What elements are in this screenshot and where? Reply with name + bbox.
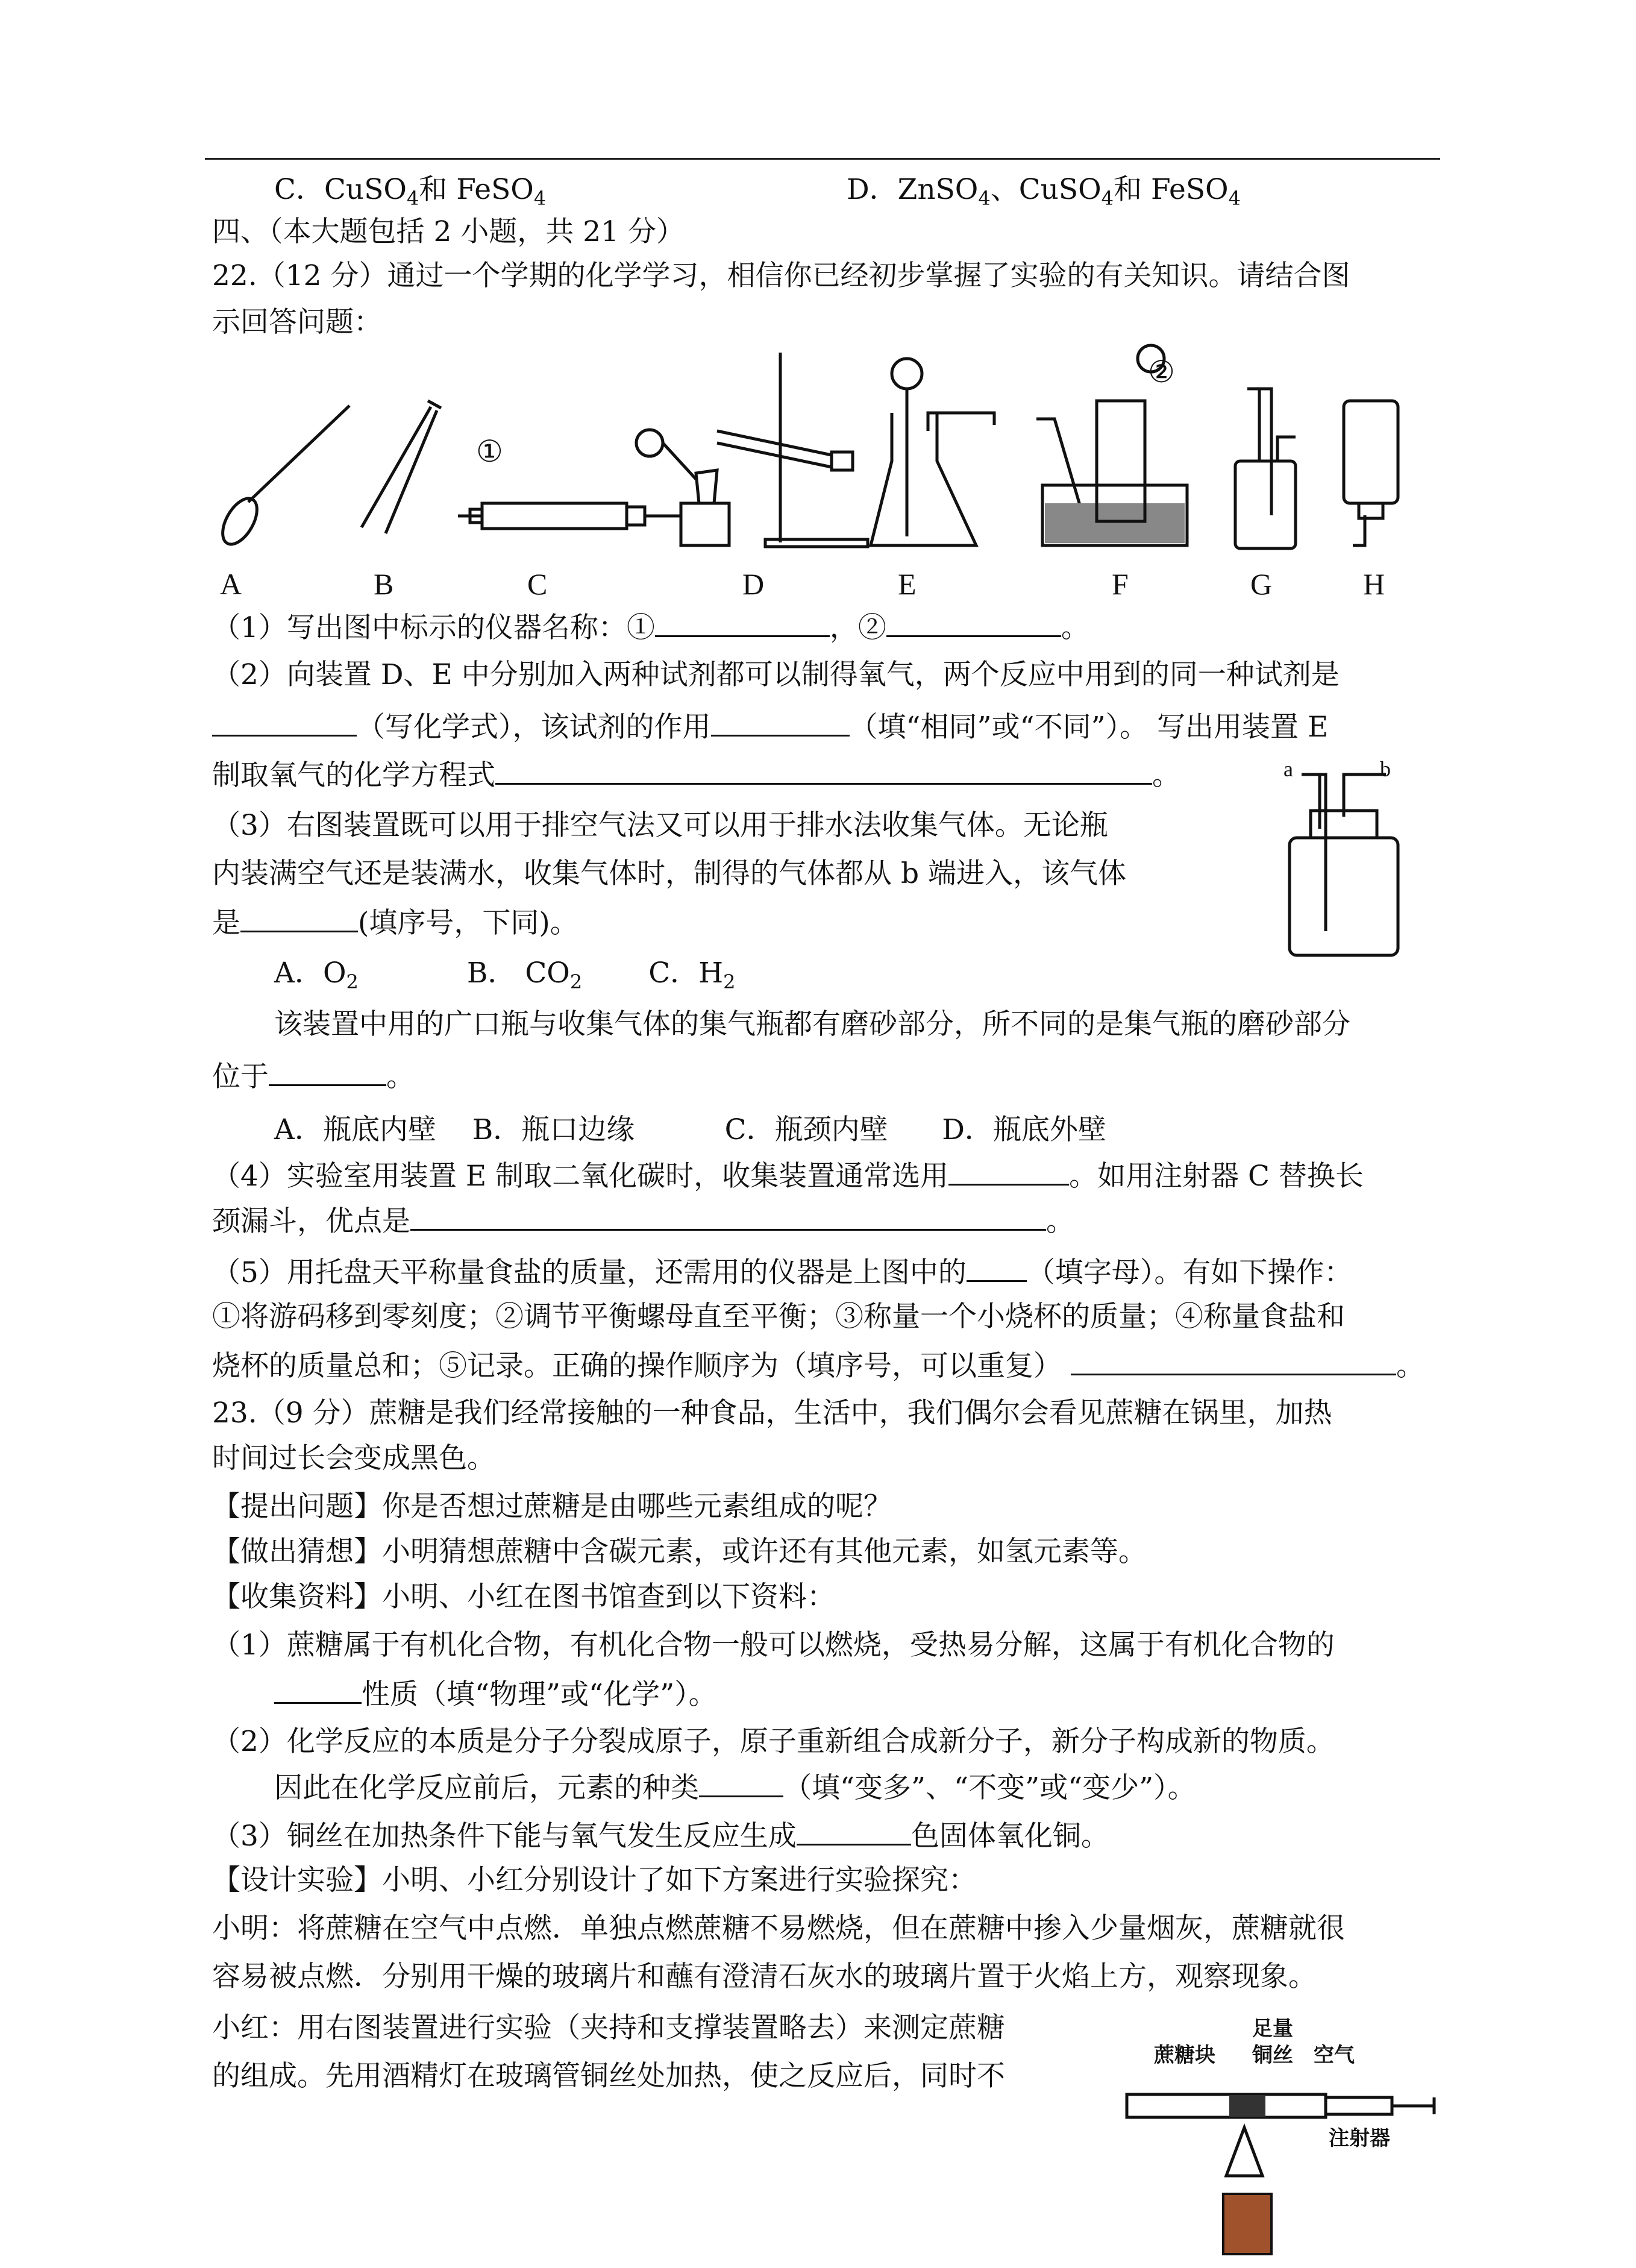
q22-p4-1: （4）实验室用装置 E 制取二氧化碳时，收集装置通常选用 。如用注射器 C 替换长: [212, 1157, 1364, 1195]
label-e: E: [898, 567, 917, 601]
q22-p5-3: 烧杯的质量总和；⑤记录。正确的操作顺序为（填序号，可以重复） 。: [212, 1347, 1424, 1384]
inverted-bottle-icon: [1344, 401, 1398, 545]
q23-ming-2: 容易被点燃．分别用干燥的玻璃片和蘸有澄清石灰水的玻璃片置于火焰上方，观察现象。: [212, 1960, 1317, 1993]
q22-p1: （1）写出图中标示的仪器名称：① ，② 。: [212, 609, 1089, 646]
apparatus-figure: [211, 341, 1428, 558]
heating-setup-icon: [636, 353, 868, 547]
label-g: G: [1250, 567, 1273, 601]
q22-p2-3: 制取氧气的化学方程式 。: [212, 756, 1180, 794]
fig-label-zhetang: 蔗糖块: [1154, 2043, 1215, 2067]
q23-hong-1: 小红：用右图装置进行实验（夹持和支撑装置略去）来测定蔗糖: [212, 2011, 1005, 2044]
marker-2: ②: [1148, 355, 1175, 389]
q23-guess: 【做出猜想】小明猜想蔗糖中含碳元素，或许还有其他元素，如氢元素等。: [212, 1535, 1147, 1568]
q22-p3-1: （3）右图装置既可以用于排空气法又可以用于排水法收集气体。无论瓶: [212, 809, 1108, 842]
q22-p3-options: A．$O_2$ B． $CO_2$ C．$H_2$: [274, 957, 736, 993]
option-c: C．CuSO$_4$和 FeSO$_4$: [274, 173, 547, 210]
q23-c2-1: （2）化学反应的本质是分子分裂成原子，原子重新组合成新分子，新分子构成新的物质。: [212, 1725, 1335, 1758]
q23-c2-2: 因此在化学反应前后，元素的种类 （填“变多”、“不变”或“变少”）。: [274, 1769, 1196, 1806]
option-d: D．ZnSO$_4$、CuSO$_4$和 FeSO$_4$: [847, 173, 1241, 210]
q22-p3-5: 位于 。: [212, 1058, 415, 1095]
q23-c1-1: （1）蔗糖属于有机化合物，有机化合物一般可以燃烧，受热易分解，这属于有机化合物的: [212, 1629, 1335, 1662]
header-rule: [205, 158, 1440, 160]
fig-label-a: a: [1283, 757, 1293, 781]
section-title: 四、（本大题包括 2 小题，共 21 分）: [212, 215, 685, 248]
q23-c1-2: 性质（填“物理”或“化学”）。: [274, 1676, 717, 1713]
label-a: A: [220, 567, 242, 601]
q22-p2-2: （写化学式），该试剂的作用 （填“相同”或“不同”）。 写出用装置 E: [212, 708, 1328, 746]
gas-washing-bottle-icon: [1235, 389, 1296, 548]
conical-flask-icon: [871, 359, 994, 545]
fig-label-zu: 足量: [1252, 2017, 1293, 2041]
fig-label-zhusheqi: 注射器: [1329, 2126, 1390, 2150]
q22-intro-2: 示回答问题：: [212, 306, 382, 339]
q22-p5-2: ①将游码移到零刻度；②调节平衡螺母直至平衡；③称量一个小烧杯的质量；④称量食盐和: [212, 1300, 1345, 1333]
q22-p4-2: 颈漏斗，优点是 。: [212, 1202, 1074, 1240]
label-h: H: [1363, 567, 1385, 601]
q22-p5-1: （5）用托盘天平称量食盐的质量，还需用的仪器是上图中的 （填字母）。有如下操作：: [212, 1254, 1352, 1291]
q22-p2-1: （2）向装置 D、E 中分别加入两种试剂都可以制得氧气，两个反应中用到的同一种试剂是: [212, 658, 1340, 691]
q23-intro-1: 23.（9 分）蔗糖是我们经常接触的一种食品，生活中，我们偶尔会看见蔗糖在锅里，加热: [212, 1396, 1332, 1430]
q22-p3-4: 该装置中用的广口瓶与收集气体的集气瓶都有磨砂部分，所不同的是集气瓶的磨砂部分: [274, 1008, 1350, 1041]
sugar-experiment-figure: [1121, 2037, 1452, 2260]
label-c: C: [527, 567, 548, 601]
label-b: B: [374, 567, 394, 601]
fig-label-tongsi: 铜丝: [1252, 2043, 1293, 2067]
q23-ming-1: 小明：将蔗糖在空气中点燃．单独点燃蔗糖不易燃烧，但在蔗糖中掺入少量烟灰，蔗糖就很: [212, 1912, 1345, 1945]
fig-label-kongqi: 空气: [1314, 2043, 1355, 2067]
q22-p3-options-2: A．瓶底内壁 B．瓶口边缘 C．瓶颈内壁 D．瓶底外壁: [274, 1113, 1106, 1146]
q23-design: 【设计实验】小明、小红分别设计了如下方案进行实验探究：: [212, 1864, 977, 1897]
tweezers-icon: [362, 401, 441, 533]
q23-hong-2: 的组成。先用酒精灯在玻璃管铜丝处加热，使之反应后，同时不: [212, 2059, 1005, 2093]
fig-label-b: b: [1380, 757, 1391, 781]
label-f: F: [1112, 567, 1129, 601]
q23-ask: 【提出问题】你是否想过蔗糖是由哪些元素组成的呢？: [212, 1490, 892, 1523]
collection-bottle-figure: [1277, 756, 1422, 961]
spoon-icon: [216, 406, 349, 550]
syringe-icon: [458, 503, 681, 529]
label-d: D: [742, 567, 765, 601]
q22-intro-1: 22.（12 分）通过一个学期的化学学习，相信你已经初步掌握了实验的有关知识。请结合图: [212, 259, 1350, 292]
q23-collect: 【收集资料】小明、小红在图书馆查到以下资料：: [212, 1580, 835, 1613]
q23-intro-2: 时间过长会变成黑色。: [212, 1442, 495, 1475]
q23-c3: （3）铜丝在加热条件下能与氧气发生反应生成 色固体氧化铜。: [212, 1817, 1109, 1855]
marker-1: ①: [476, 435, 503, 468]
q22-p3-2: 内装满空气还是装满水，收集气体时，制得的气体都从 b 端进入，该气体: [212, 857, 1126, 890]
q22-p3-3: 是 (填序号，下同)。: [212, 904, 578, 941]
